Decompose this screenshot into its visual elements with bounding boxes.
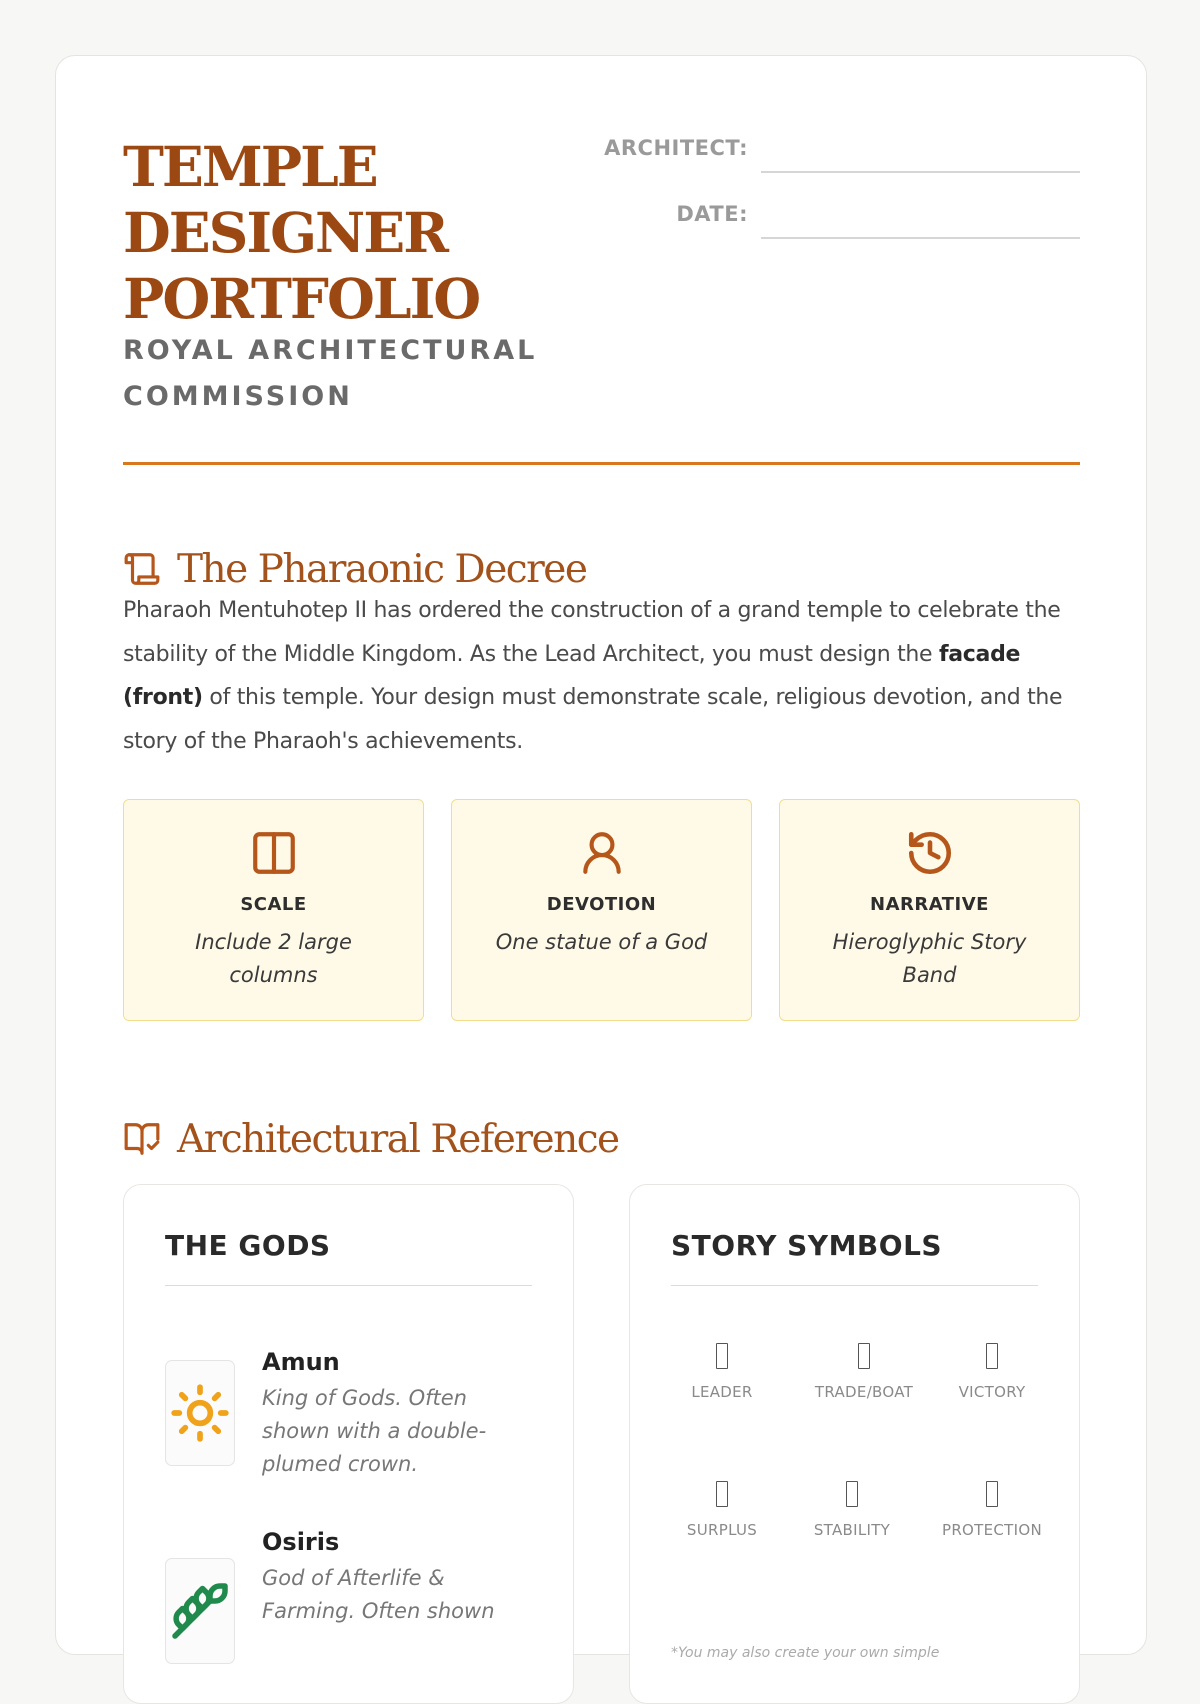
reference-heading — [123, 1114, 619, 1164]
god-desc: King of Gods. Often shown with a double-plumed crown. — [262, 1386, 487, 1476]
decree-heading — [123, 544, 586, 594]
god-item-amun — [165, 1348, 525, 1498]
portfolio-sheet — [55, 55, 1147, 1661]
gods-card — [123, 1184, 574, 1704]
symbol-protection[interactable] — [927, 1481, 1057, 1539]
requirement-desc: Hieroglyphic Story Band — [832, 930, 1027, 987]
god-desc: God of Afterlife & Farming. Often shown — [262, 1566, 495, 1623]
decree-text-end: of this temple. Your design must demonstrate scale, religious devotion, and the story of the Pharaoh's achievements. — [123, 685, 1063, 754]
symbol-leader[interactable] — [657, 1343, 787, 1401]
decree-text — [123, 589, 1080, 763]
hieroglyph-icon — [986, 1343, 998, 1369]
hieroglyph-icon — [858, 1343, 870, 1369]
requirement-scale — [123, 799, 424, 1021]
date-label: DATE: — [676, 202, 748, 226]
symbol-label: VICTORY — [958, 1383, 1026, 1401]
requirement-devotion — [451, 799, 752, 1021]
sun-icon — [165, 1360, 235, 1466]
architect-label: ARCHITECT: — [604, 136, 748, 160]
header-divider — [123, 462, 1080, 465]
header-fields — [593, 134, 1080, 266]
requirement-label: SCALE — [240, 894, 307, 915]
title-line: DESIGNER — [123, 200, 447, 265]
requirement-narrative — [779, 799, 1080, 1021]
symbol-victory[interactable] — [927, 1343, 1057, 1401]
architect-input-line[interactable] — [761, 171, 1080, 173]
columns-icon — [124, 828, 423, 880]
book-check-icon — [123, 1119, 163, 1159]
symbol-trade-boat[interactable] — [799, 1343, 929, 1401]
hieroglyph-icon — [716, 1481, 728, 1507]
scroll-icon — [123, 549, 163, 589]
requirement-label: NARRATIVE — [870, 894, 989, 915]
date-field[interactable] — [593, 200, 1080, 266]
architect-field[interactable] — [593, 134, 1080, 200]
symbols-note: *You may also create your own simple — [671, 1645, 940, 1661]
symbols-title: STORY SYMBOLS — [671, 1229, 943, 1262]
decree-text-start: Pharaoh Mentuhotep II has ordered the construction of a grand temple to celebrate the stability of the Middle Kingdom. As the Lead Architect, you must design the — [123, 598, 1061, 667]
god-item-osiris — [165, 1528, 525, 1678]
symbol-label: TRADE/BOAT — [814, 1383, 914, 1401]
requirement-label: DEVOTION — [546, 894, 657, 915]
symbol-surplus[interactable] — [657, 1481, 787, 1539]
requirements — [123, 799, 1080, 1021]
subtitle-line: ROYAL ARCHITECTURAL — [123, 335, 538, 366]
decree-title: The Pharaonic Decree — [177, 546, 587, 592]
title-line: TEMPLE — [123, 134, 377, 199]
reference-title: Architectural Reference — [177, 1116, 619, 1162]
history-icon — [780, 828, 1079, 880]
page-title — [123, 134, 583, 332]
symbol-label: STABILITY — [813, 1521, 891, 1539]
god-name: Amun — [262, 1348, 340, 1376]
requirement-desc: One statue of a God — [495, 930, 708, 954]
symbol-label: SURPLUS — [686, 1521, 758, 1539]
decree-text-bold: facade (front) — [123, 641, 1021, 710]
story-symbols-card — [629, 1184, 1080, 1704]
symbol-label: LEADER — [691, 1383, 753, 1401]
god-name: Osiris — [262, 1528, 340, 1556]
person-icon — [452, 828, 751, 880]
symbols-divider — [671, 1285, 1038, 1286]
requirement-desc: Include 2 large columns — [195, 930, 352, 987]
symbol-stability[interactable] — [787, 1481, 917, 1539]
hieroglyph-icon — [716, 1343, 728, 1369]
gods-title: THE GODS — [165, 1229, 331, 1262]
symbol-label: PROTECTION — [941, 1521, 1042, 1539]
hieroglyph-icon — [986, 1481, 998, 1507]
gods-divider — [165, 1285, 532, 1286]
subtitle-line: COMMISSION — [123, 381, 353, 412]
wheat-icon — [165, 1558, 235, 1664]
title-line: PORTFOLIO — [123, 266, 480, 331]
page-subtitle — [123, 328, 583, 420]
hieroglyph-icon — [846, 1481, 858, 1507]
date-input-line[interactable] — [761, 237, 1080, 239]
